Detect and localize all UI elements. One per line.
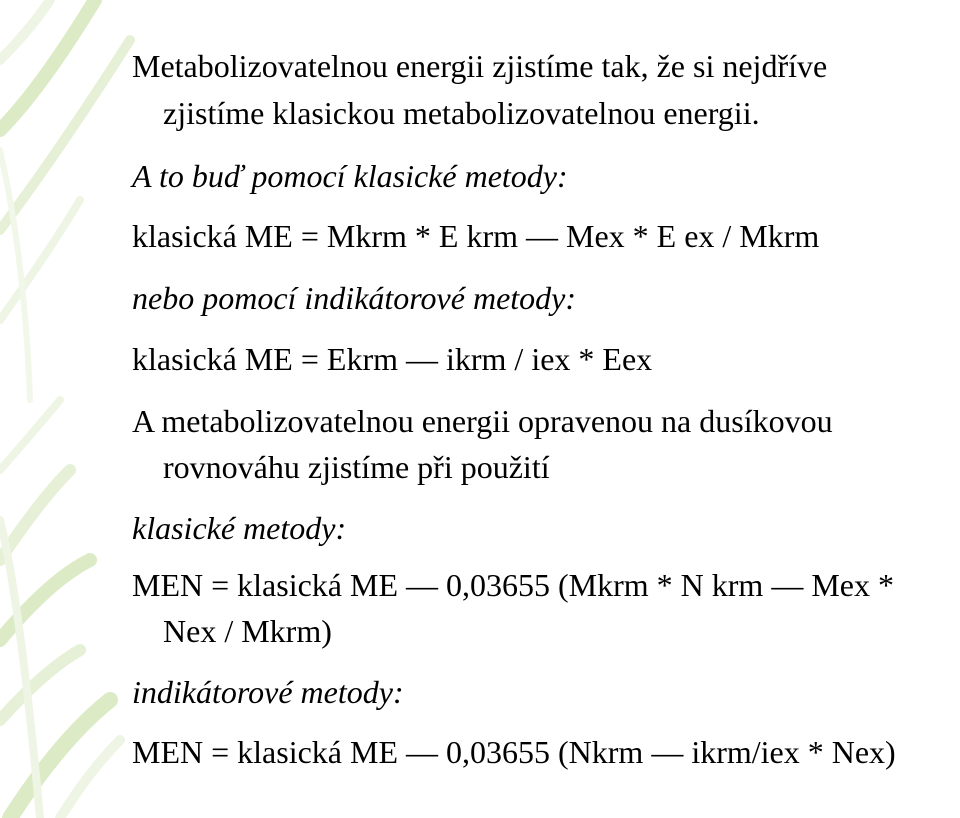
classic-me-formula: klasická ME = Mkrm * E krm — Mex * E ex / Mkrm bbox=[132, 218, 820, 254]
indicator-me-formula: klasická ME = Ekrm — ikrm / iex * Eex bbox=[132, 341, 653, 377]
men-intro-line-1: A metabolizovatelnou energii opravenou na dusíkovou bbox=[132, 403, 833, 439]
classic-method-heading: A to buď pomocí klasické metody: bbox=[132, 158, 568, 194]
men-indicator-formula: MEN = klasická ME — 0,03655 (Nkrm — ikrm/iex * Nex) bbox=[132, 734, 896, 770]
intro-line-2: zjistíme klasickou metabolizovatelnou energii. bbox=[163, 95, 760, 131]
men-classic-formula-line-2: Nex / Mkrm) bbox=[163, 613, 332, 649]
men-classic-heading: klasické metody: bbox=[132, 510, 347, 546]
men-indicator-heading: indikátorové metody: bbox=[132, 674, 404, 710]
men-classic-formula-line-1: MEN = klasická ME — 0,03655 (Mkrm * N krm — Mex * bbox=[132, 567, 894, 603]
indicator-method-heading: nebo pomocí indikátorové metody: bbox=[132, 280, 577, 316]
men-intro-line-2: rovnováhu zjistíme při použití bbox=[163, 449, 550, 485]
intro-line-1: Metabolizovatelnou energii zjistíme tak, že si nejdříve bbox=[132, 48, 828, 84]
